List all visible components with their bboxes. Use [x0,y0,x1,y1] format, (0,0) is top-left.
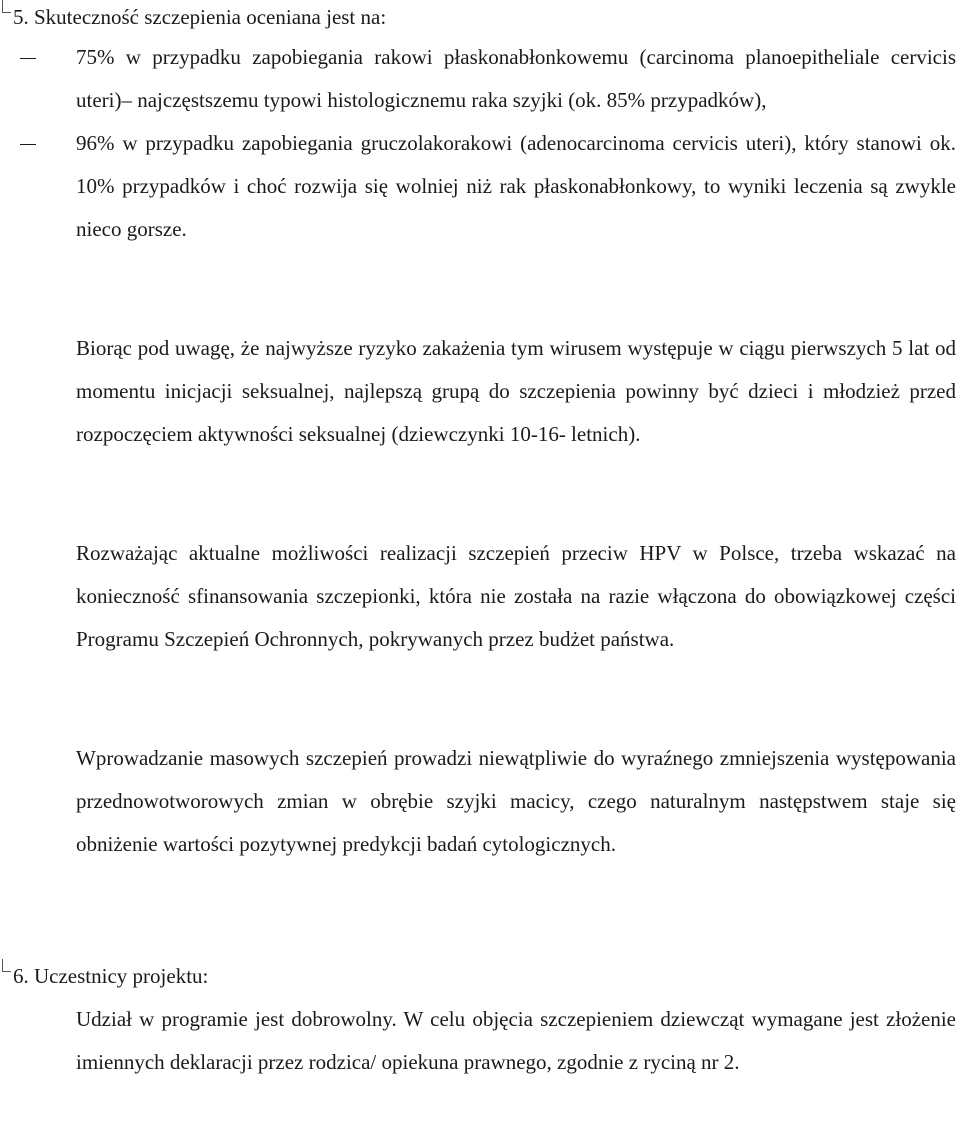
corner-mark-icon [2,959,11,972]
corner-mark-icon [2,0,11,13]
paragraph-mass-vaccination: Wprowadzanie masowych szczepień prowadzi niewątpliwie do wyraźnego zmniejszenia występowania przednowotworowych zmian w obrębie szyjki macicy, czego naturalnym następstwem staje się obniżenie wartości pozytywnej predykcji badań cytologicznych. [76,746,956,856]
section-6-heading [2,961,208,991]
dash-bullet-icon [20,122,36,165]
list-item [76,122,956,251]
paragraph-financing: Rozważając aktualne możliwości realizacji szczepień przeciw HPV w Polsce, trzeba wskazać na konieczność sfinansowania szczepionki, która nie została na razie włączona do obowiązkowej części Programu Szczepień Ochronnych, pokrywanych przez budżet państwa. [76,541,956,651]
section-5-heading [2,2,386,32]
paragraph-risk: Biorąc pod uwagę, że najwyższe ryzyko zakażenia tym wirusem występuje w ciągu pierwszych 5 lat od momentu inicjacji seksualnej, najlepszą grupą do szczepienia powinny być dzieci i młodzież przed rozpoczęciem aktywności seksualnej (dziewczynki 10-16- letnich). [76,336,956,446]
list-item-text: 75% w przypadku zapobiegania rakowi płaskonabłonkowemu (carcinoma planoepitheliale cervicis uteri)– najczęstszemu typowi histologicznemu raka szyjki (ok. 85% przypadków), [76,45,956,112]
dash-bullet-icon [20,36,36,79]
section-6-heading-text: 6. Uczestnicy projektu: [13,964,209,988]
list-item-text: 96% w przypadku zapobiegania gruczolakorakowi (adenocarcinoma cervicis uteri), który stanowi ok. 10% przypadków i choć rozwija się wolniej niż rak płaskonabłonkowy, to wyniki leczenia są zwykle nieco gorsze. [76,131,956,241]
section-5-heading-text: 5. Skuteczność szczepienia oceniana jest na: [13,5,387,29]
paragraph-participants: Udział w programie jest dobrowolny. W celu objęcia szczepieniem dziewcząt wymagane jest złożenie imiennych deklaracji przez rodzica/ opiekuna prawnego, zgodnie z ryciną nr 2. [76,1007,956,1074]
list-item [76,36,956,122]
efficacy-list [76,36,956,251]
